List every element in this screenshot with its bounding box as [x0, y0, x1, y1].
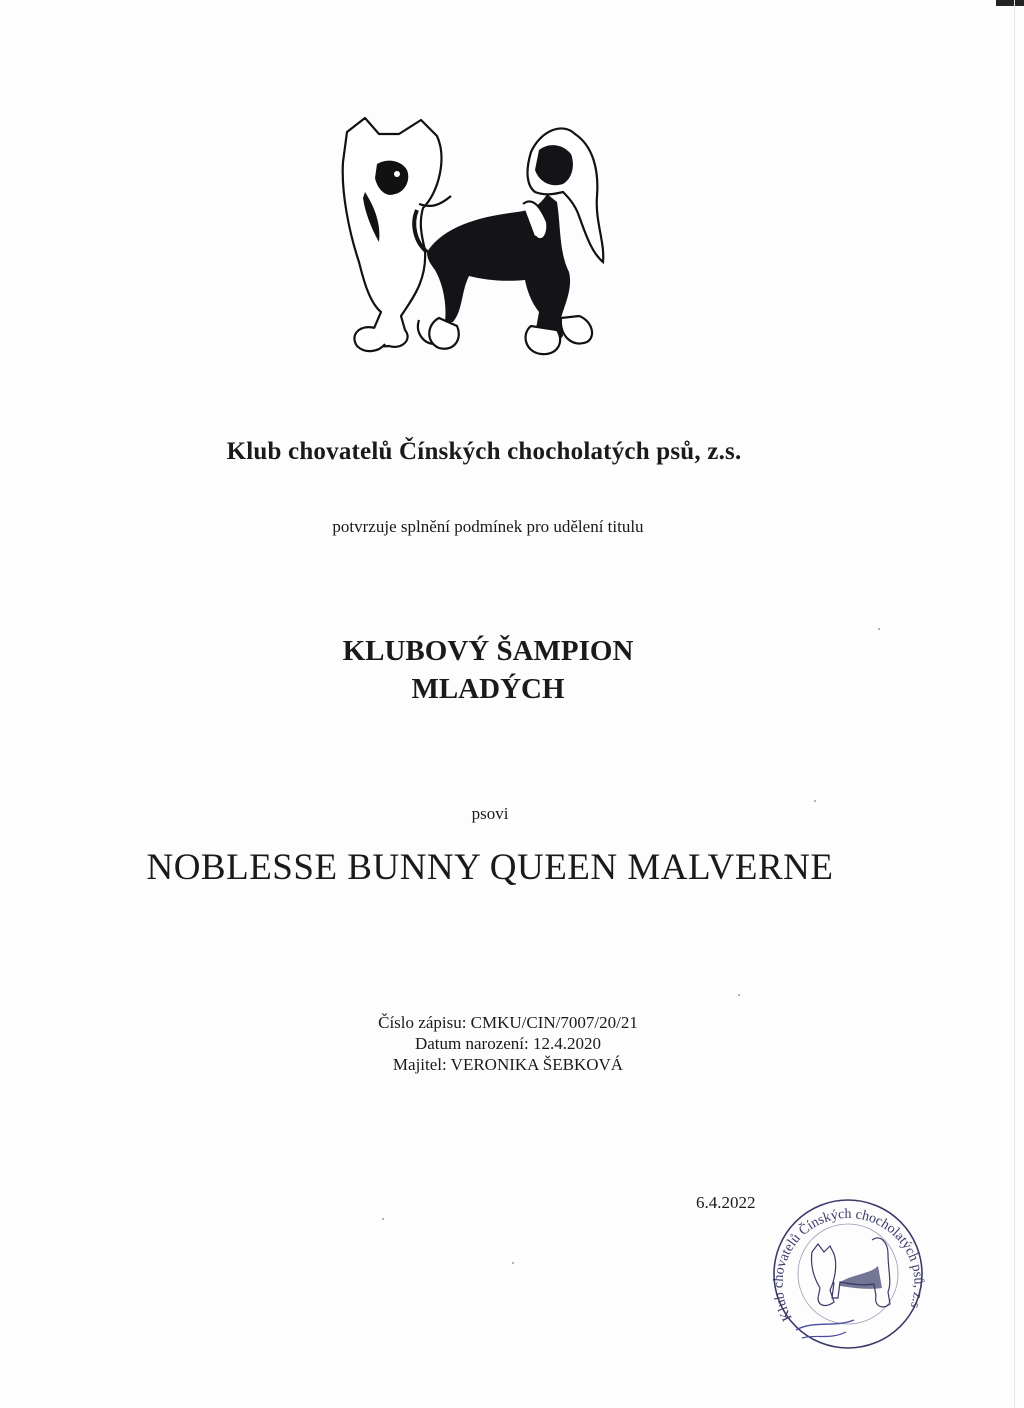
powderpuff-dog-icon	[343, 118, 451, 351]
scan-speck	[738, 994, 740, 996]
dog-details	[0, 1012, 1016, 1075]
award-title-line-1: KLUBOVÝ ŠAMPION	[342, 635, 634, 667]
dog-label: psovi	[471, 804, 509, 823]
birth-date: Datum narození: 12.4.2020	[414, 1034, 601, 1053]
club-name-heading: Klub chovatelů Čínských chocholatých psů, z.s.	[226, 438, 742, 465]
scan-corner-mark	[996, 0, 1024, 6]
scan-edge-line	[1014, 0, 1015, 1408]
scan-speck	[382, 1218, 384, 1220]
scan-speck	[512, 1262, 514, 1264]
registration-number: Číslo zápisu: CMKU/CIN/7007/20/21	[378, 1013, 638, 1032]
issue-date: 6.4.2022	[696, 1193, 756, 1212]
dog-name: NOBLESSE BUNNY QUEEN MALVERNE	[146, 847, 834, 888]
two-chinese-crested-dogs-logo-icon	[335, 112, 625, 370]
hairless-dog-icon	[414, 128, 603, 354]
scan-speck	[814, 800, 816, 802]
confirmation-text: potvrzuje splnění podmínek pro udělení titulu	[332, 517, 644, 536]
club-round-stamp-icon	[764, 1190, 928, 1350]
scan-speck	[878, 628, 880, 630]
award-title-line-2: MLADÝCH	[411, 673, 565, 705]
award-title	[0, 632, 976, 708]
stamp-text: Klub chovatelů Čínských chocholatých psů, z.s	[771, 1206, 926, 1324]
owner-name: Majitel: VERONIKA ŠEBKOVÁ	[392, 1055, 624, 1074]
